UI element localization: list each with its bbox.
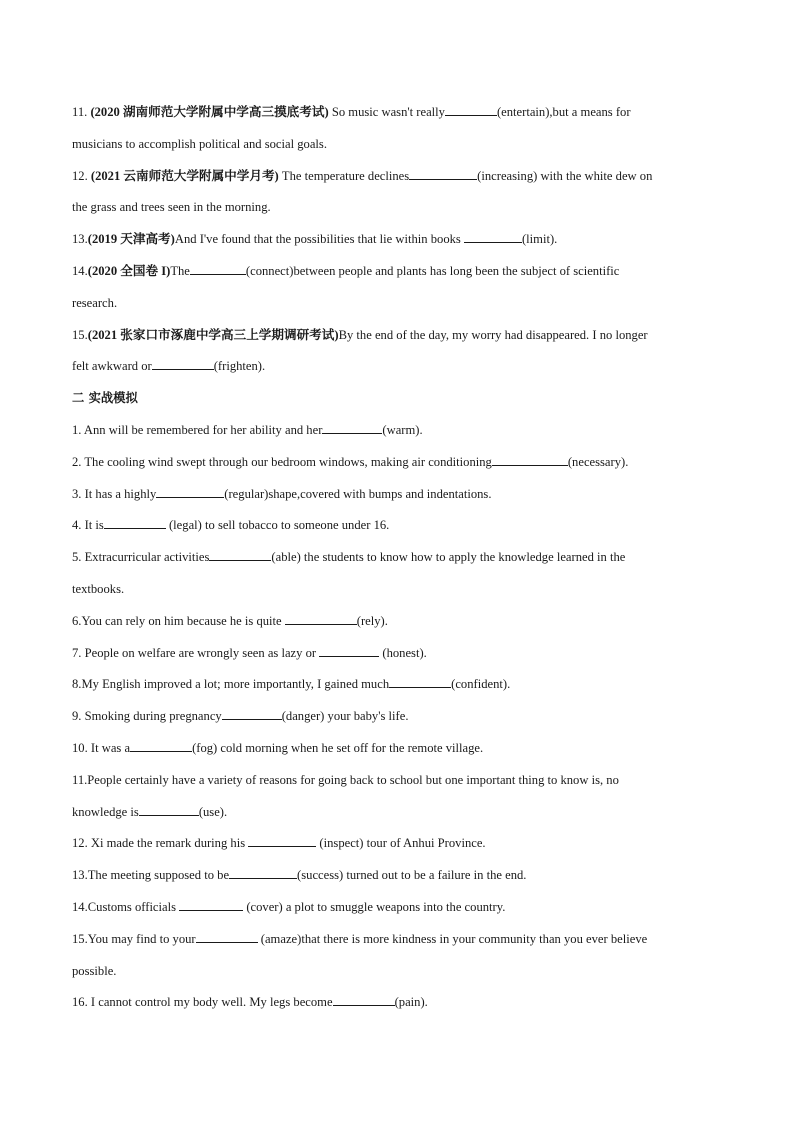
question-hint: (cover) a plot to smuggle weapons into the country. (243, 899, 506, 914)
question-item (72, 161, 720, 225)
section-title: 二 实战模拟 (72, 391, 138, 406)
question-item (72, 733, 720, 765)
question-text: 5. Extracurricular activities (72, 550, 210, 565)
question-hint: (entertain),but a means for (496, 105, 631, 119)
question-item (72, 701, 720, 733)
question-hint: (limit). (521, 232, 558, 247)
question-number: 15. (72, 327, 88, 342)
question-item (72, 669, 720, 701)
question-hint: (inspect) tour of Anhui Province. (316, 836, 486, 851)
question-hint: (danger) your baby's life. (281, 709, 409, 724)
question-hint: (honest). (379, 645, 427, 660)
question-hint: (pain). (394, 995, 428, 1010)
answer-blank[interactable] (445, 104, 497, 116)
question-hint: (fog) cold morning when he set off for the remote village. (192, 740, 484, 755)
question-continuation (72, 574, 720, 606)
question-text: 13.The meeting supposed to be (72, 868, 230, 883)
question-item (72, 765, 720, 829)
question-item (72, 606, 720, 638)
question-item (72, 638, 720, 670)
question-hint: (frighten). (213, 359, 266, 374)
question-text: 12. Xi made the remark during his (72, 836, 249, 851)
question-text: 9. Smoking during pregnancy (72, 709, 222, 724)
question-hint: (amaze)that there is more kindness in your community than you ever believe (257, 931, 648, 946)
question-item (72, 542, 720, 606)
question-text: And I've found that the possibilities that lie within books (174, 232, 464, 247)
question-item (72, 479, 720, 511)
answer-blank[interactable] (222, 708, 282, 720)
question-number: 13. (72, 232, 88, 247)
question-text: the grass and trees seen in the morning. (72, 200, 271, 215)
answer-blank[interactable] (130, 740, 192, 752)
question-continuation (72, 288, 720, 320)
question-hint: (able) the students to know how to apply the knowledge learned in the (271, 550, 626, 565)
question-item (72, 924, 720, 988)
answer-blank[interactable] (139, 804, 199, 816)
question-item (72, 987, 720, 1019)
question-item (72, 828, 720, 860)
answer-blank[interactable] (409, 168, 477, 180)
question-text: So music wasn't really (328, 105, 445, 119)
question-text: The (170, 263, 190, 278)
question-continuation (72, 351, 720, 383)
question-item (72, 224, 720, 256)
question-text: 7. People on welfare are wrongly seen as lazy or (72, 645, 320, 660)
question-text: felt awkward or (72, 359, 152, 374)
question-number: 12. (72, 168, 91, 183)
question-hint: (use). (198, 804, 228, 819)
question-hint: (warm). (382, 422, 423, 437)
question-text: 16. I cannot control my body well. My legs become (72, 995, 333, 1010)
question-item (72, 320, 720, 384)
question-text: 4. It is (72, 518, 104, 533)
answer-blank[interactable] (196, 931, 258, 943)
question-text: The temperature declines (278, 168, 410, 183)
answer-blank[interactable] (229, 867, 297, 879)
question-source: (2021 张家口市涿鹿中学高三上学期调研考试) (87, 327, 339, 342)
question-text: research. (72, 295, 118, 310)
question-text: 2. The cooling wind swept through our bedroom windows, making air conditioning (72, 454, 492, 469)
answer-blank[interactable] (190, 263, 246, 275)
question-text: knowledge is (72, 804, 139, 819)
question-source: (2020 湖南师范大学附属中学高三摸底考试) (90, 105, 329, 119)
question-hint: (confident). (451, 677, 511, 692)
question-text: 11.People certainly have a variety of reasons for going back to school but one important thing to know is, no (72, 772, 619, 787)
question-text: 1. Ann will be remembered for her ability and her (72, 422, 323, 437)
question-source: (2019 天津高考) (87, 232, 175, 247)
question-hint: (success) turned out to be a failure in the end. (297, 868, 527, 883)
answer-blank[interactable] (333, 994, 395, 1006)
question-text: textbooks. (72, 581, 125, 596)
question-item (72, 256, 720, 320)
answer-blank[interactable] (464, 231, 522, 243)
answer-blank[interactable] (156, 486, 224, 498)
document-body (72, 97, 720, 1019)
answer-blank[interactable] (389, 676, 451, 688)
question-source: (2020 全国卷 I) (87, 263, 171, 278)
question-continuation (72, 956, 720, 988)
answer-blank[interactable] (152, 358, 214, 370)
question-text: possible. (72, 963, 117, 978)
answer-blank[interactable] (492, 454, 568, 466)
question-number: 11. (72, 105, 91, 119)
question-item (72, 510, 720, 542)
question-continuation (72, 129, 720, 161)
question-hint: (regular)shape,covered with bumps and indentations. (224, 486, 492, 501)
question-text: By the end of the day, my worry had disappeared. I no longer (338, 327, 648, 342)
question-text: 8.My English improved a lot; more importantly, I gained much (72, 677, 390, 692)
answer-blank[interactable] (319, 645, 379, 657)
question-text: 10. It was a (72, 740, 131, 755)
question-text: 14.Customs officials (72, 899, 180, 914)
question-text: 6.You can rely on him because he is quite (72, 613, 285, 628)
question-text: musicians to accomplish political and social goals. (72, 136, 327, 151)
question-continuation (72, 192, 720, 224)
question-item (72, 415, 720, 447)
question-hint: (legal) to sell tobacco to someone under 16. (165, 518, 390, 533)
question-item (72, 860, 720, 892)
question-item (72, 892, 720, 924)
answer-blank[interactable] (285, 613, 357, 625)
question-continuation (72, 797, 720, 829)
question-item (72, 97, 720, 161)
answer-blank[interactable] (322, 422, 382, 434)
question-source: (2021 云南师范大学附属中学月考) (90, 168, 279, 183)
question-hint: (connect)between people and plants has long been the subject of scientific (245, 263, 620, 278)
answer-blank[interactable] (179, 899, 243, 911)
question-text: 15.You may find to your (72, 931, 196, 946)
answer-blank[interactable] (209, 549, 271, 561)
question-hint: (increasing) with the white dew on (477, 168, 653, 183)
question-hint: (rely). (356, 613, 388, 628)
question-item (72, 447, 720, 479)
question-hint: (necessary). (567, 454, 629, 469)
question-text: 3. It has a highly (72, 486, 157, 501)
question-number: 14. (72, 263, 88, 278)
answer-blank[interactable] (104, 517, 166, 529)
answer-blank[interactable] (248, 835, 316, 847)
